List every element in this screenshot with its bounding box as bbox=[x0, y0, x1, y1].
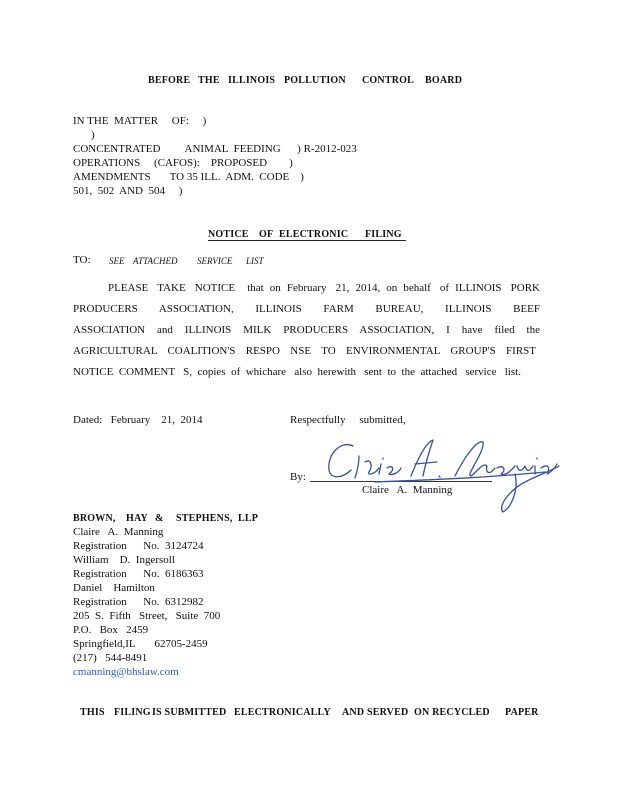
body-line: AGRICULTURAL COALITION'S RESPO NSE TO ENVIRONMENTAL GROUP'S FIRST bbox=[73, 345, 536, 357]
handwritten-signature bbox=[315, 432, 560, 517]
footer-word: ON RECYCLED bbox=[414, 707, 490, 718]
address-line: P.O. Box 2459 bbox=[73, 624, 149, 636]
body-line: PLEASE TAKE NOTICE that on February 21, 2014, on behalf of ILLINOIS PORK bbox=[108, 282, 540, 294]
phone-line: (217) 544-8491 bbox=[73, 652, 148, 664]
recipient-word: SERVICE bbox=[197, 256, 233, 266]
signature-strokes bbox=[329, 440, 559, 512]
firm-word: LLP bbox=[238, 513, 259, 524]
body-line: ASSOCIATION and ILLINOIS MILK PRODUCERS ASSOCIATION, I have filed the bbox=[73, 324, 540, 336]
signer-name: Claire A. Manning bbox=[362, 484, 453, 496]
footer-word: THIS bbox=[80, 707, 105, 718]
footer-word: AND SERVED bbox=[342, 707, 409, 718]
body-line: PRODUCERS ASSOCIATION, ILLINOIS FARM BUREAU, ILLINOIS BEEF bbox=[73, 303, 540, 315]
notice-word: FILING bbox=[365, 229, 402, 240]
notice-underline bbox=[208, 240, 406, 241]
email-link[interactable]: cmanning@bhslaw.com bbox=[73, 666, 179, 678]
attorney-line: William D. Ingersoll bbox=[73, 554, 175, 566]
heading-word: THE bbox=[198, 75, 220, 86]
caption-line: ) bbox=[91, 129, 95, 141]
by-label: By: bbox=[290, 471, 306, 483]
to-label: TO: bbox=[73, 254, 91, 266]
address-line: 205 S. Fifth Street, Suite 700 bbox=[73, 610, 221, 622]
caption-line: CONCENTRATED ANIMAL FEEDING ) R-2012-023 bbox=[73, 143, 357, 155]
heading-word: BOARD bbox=[425, 75, 463, 86]
heading-word: POLLUTION bbox=[284, 75, 346, 86]
caption-line: IN THE MATTER OF: ) bbox=[73, 115, 207, 127]
caption-line: OPERATIONS (CAFOS): PROPOSED ) bbox=[73, 157, 293, 169]
firm-word: BROWN, bbox=[73, 513, 116, 524]
body-line: NOTICE COMMENT S, copies of whichare also herewith sent to the attached service list. bbox=[73, 366, 521, 378]
attorney-line: Registration No. 6186363 bbox=[73, 568, 204, 580]
footer-word: ELECTRONICALLY bbox=[234, 707, 331, 718]
attorney-line: Registration No. 6312982 bbox=[73, 596, 204, 608]
firm-word: & bbox=[155, 513, 164, 524]
attorney-line: Registration No. 3124724 bbox=[73, 540, 204, 552]
recipient-word: LIST bbox=[246, 256, 264, 266]
heading-word: CONTROL bbox=[362, 75, 414, 86]
firm-word: HAY bbox=[126, 513, 148, 524]
notice-word: NOTICE bbox=[208, 229, 249, 240]
firm-word: STEPHENS, bbox=[176, 513, 233, 524]
caption-line: 501, 502 AND 504 ) bbox=[73, 185, 183, 197]
recipient-word: ATTACHED bbox=[133, 256, 178, 266]
respectfully-submitted: Respectfully submitted, bbox=[290, 414, 406, 426]
footer-word: FILING bbox=[114, 707, 151, 718]
attorney-line: Daniel Hamilton bbox=[73, 582, 155, 594]
address-line: Springfield,IL 62705-2459 bbox=[73, 638, 208, 650]
notice-word: ELECTRONIC bbox=[279, 229, 349, 240]
attorney-line: Claire A. Manning bbox=[73, 526, 164, 538]
heading-word: BEFORE bbox=[148, 75, 191, 86]
date-line: Dated: February 21, 2014 bbox=[73, 414, 203, 426]
footer-word: IS SUBMITTED bbox=[152, 707, 227, 718]
notice-word: OF bbox=[259, 229, 274, 240]
caption-line: AMENDMENTS TO 35 ILL. ADM. CODE ) bbox=[73, 171, 304, 183]
heading-word: ILLINOIS bbox=[228, 75, 276, 86]
footer-word: PAPER bbox=[505, 707, 539, 718]
recipient-word: SEE bbox=[109, 256, 125, 266]
